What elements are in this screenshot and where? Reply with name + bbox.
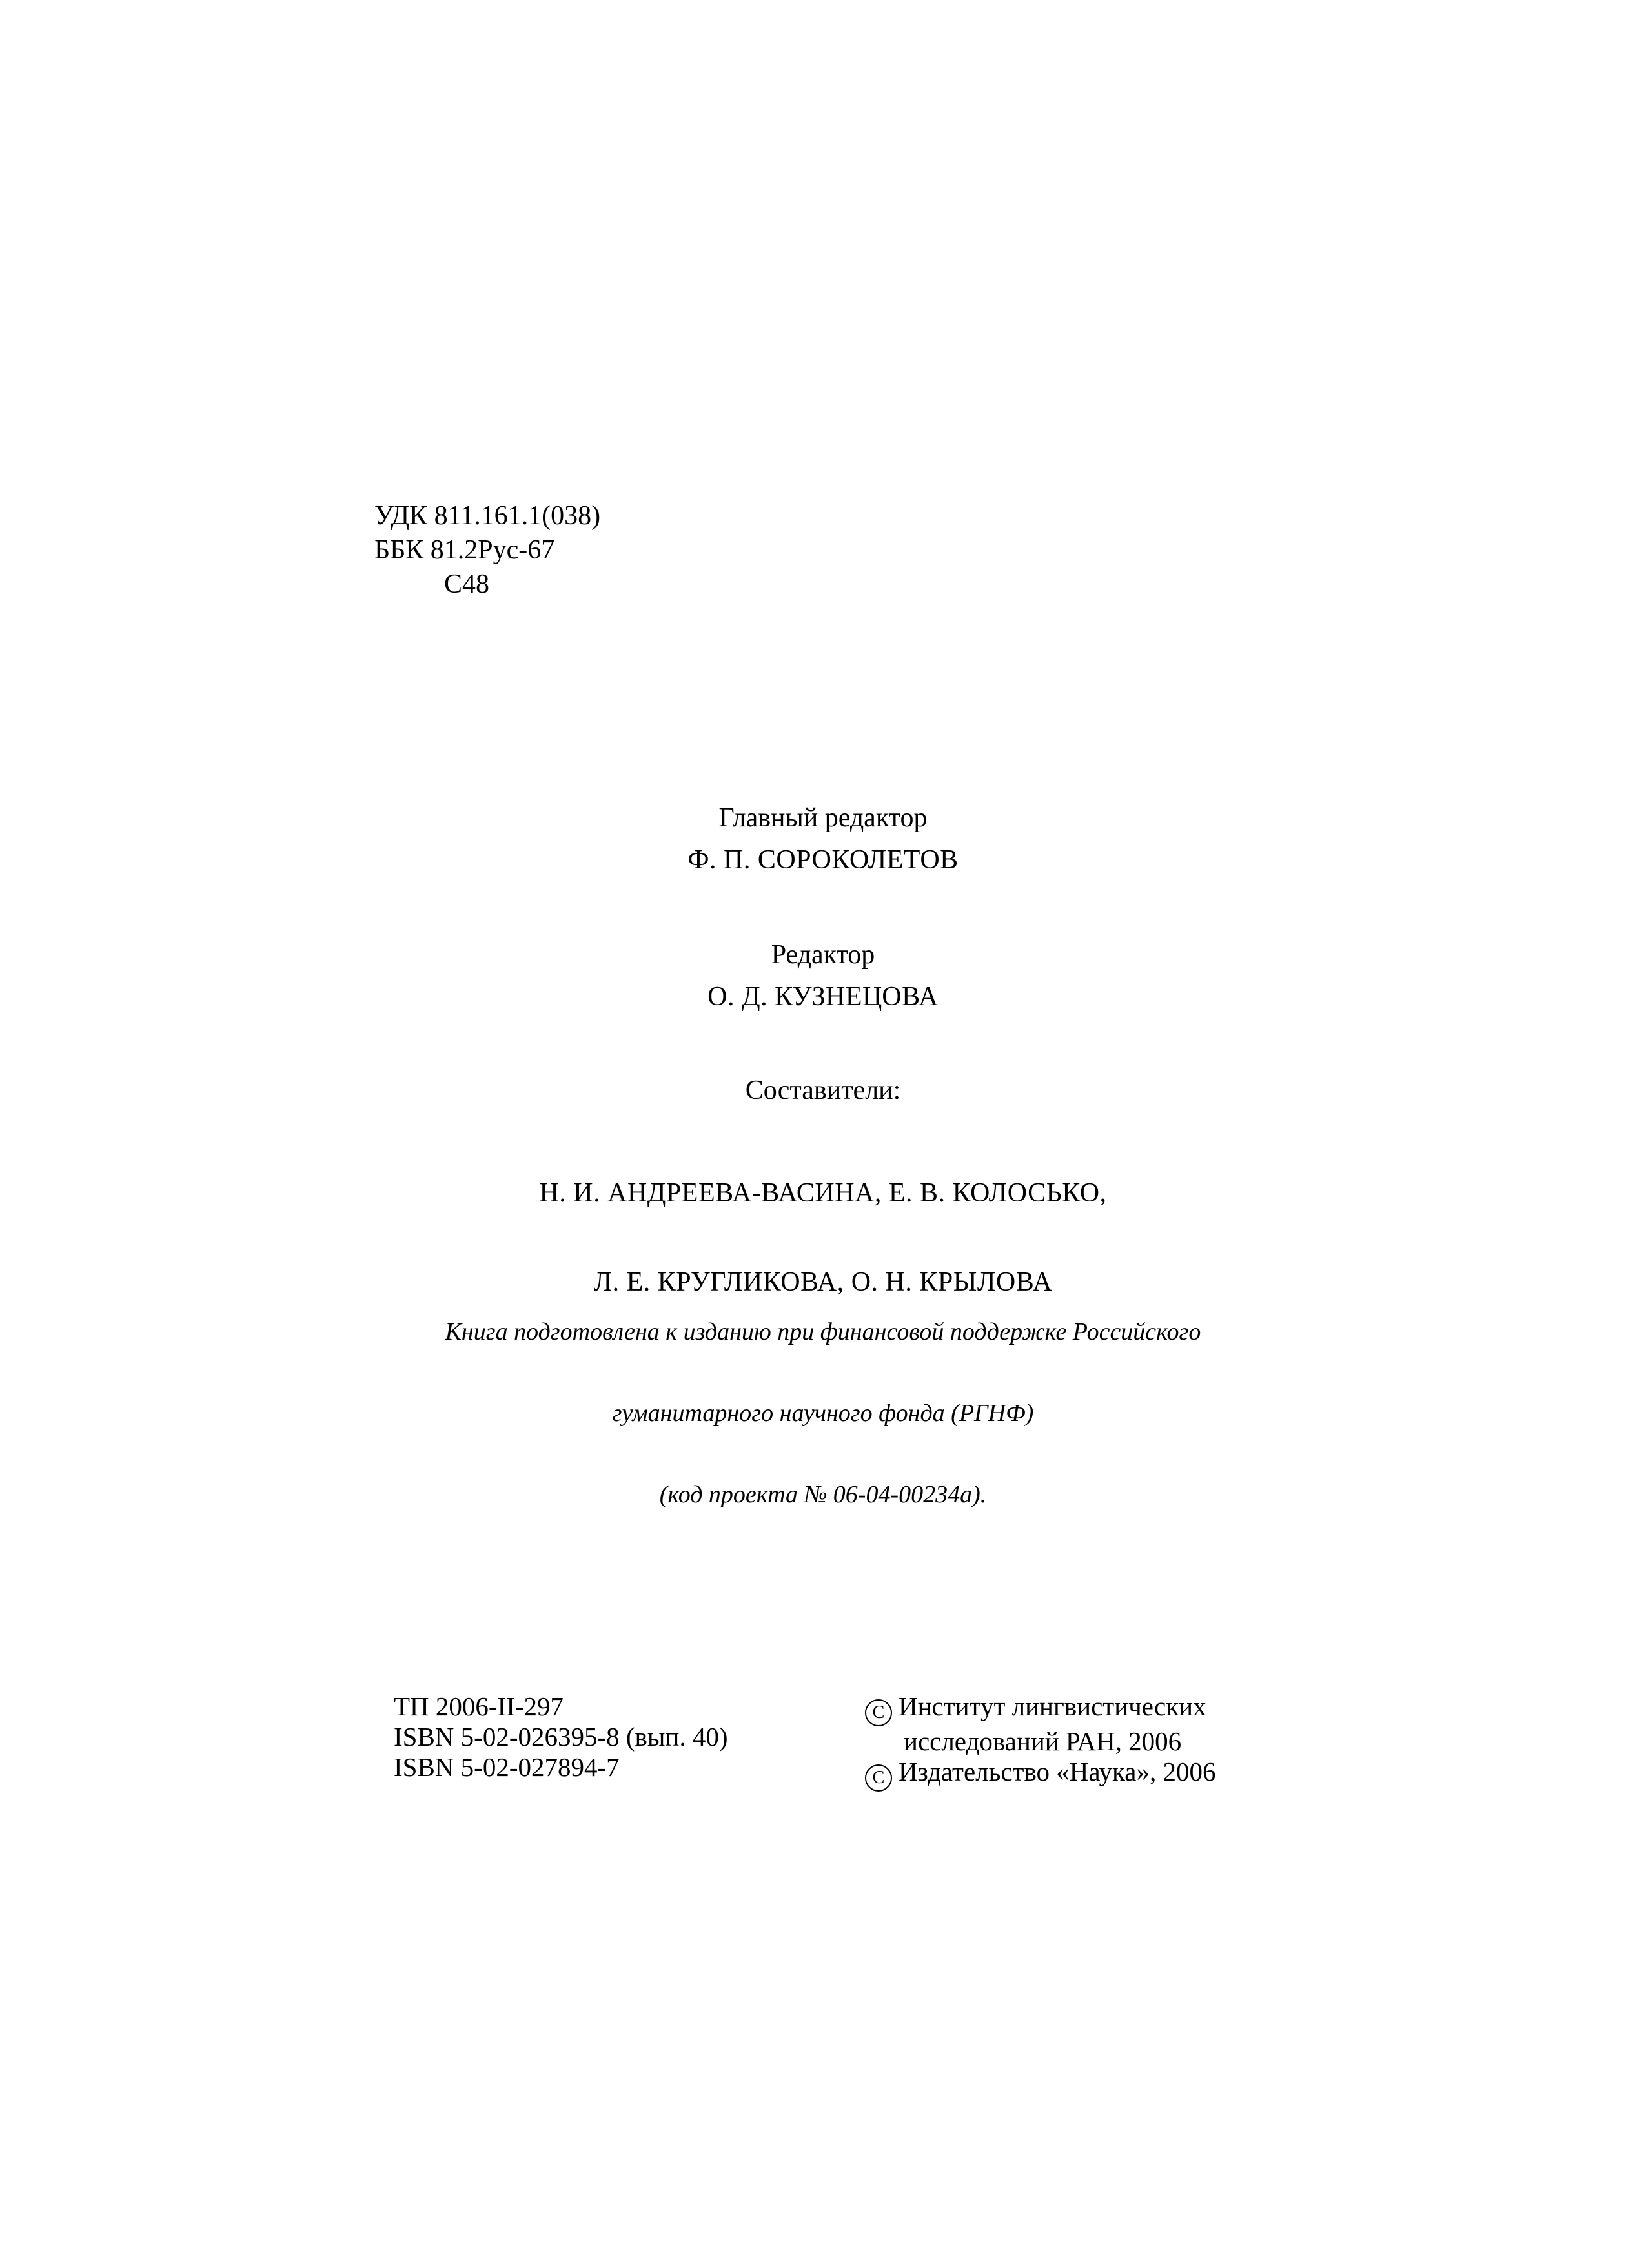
copyright-publisher [865, 1757, 1216, 1792]
compilers-line-2: Л. Е. КРУГЛИКОВА, О. Н. КРЫЛОВА [593, 1267, 1053, 1297]
chief-editor-role: Главный редактор [718, 803, 928, 833]
isbn-volume: ISBN 5-02-026395-8 (вып. 40) [394, 1722, 728, 1752]
funding-line-2: гуманитарного научного фонда (РГНФ) [612, 1400, 1034, 1427]
chief-editor-name: Ф. П. СОРОКОЛЕТОВ [687, 845, 959, 875]
tp-code: ТП 2006-II-297 [394, 1691, 564, 1721]
imprint-codes [394, 1691, 728, 1783]
copyright-publisher-text: Издательство «Наука», 2006 [899, 1757, 1216, 1786]
compilers-line-1: Н. И. АНДРЕЕВА-ВАСИНА, Е. В. КОЛОСЬКО, [539, 1178, 1107, 1208]
editor-name: О. Д. КУЗНЕЦОВА [707, 982, 939, 1012]
copyright-icon: C [865, 1764, 892, 1792]
copyright-institute [865, 1691, 1216, 1726]
udk-code: УДК 811.161.1(038) [374, 501, 601, 531]
funding-line-1: Книга подготовлена к изданию при финансовой поддержке Российского [445, 1318, 1201, 1345]
funding-note [0, 1264, 1646, 1535]
copyright-institute-line-2: исследований РАН, 2006 [904, 1726, 1182, 1756]
compilers-role: Составители: [745, 1076, 901, 1105]
editor-role: Редактор [771, 940, 875, 970]
author-mark: С48 [444, 569, 490, 599]
isbn-series: ISBN 5-02-027894-7 [394, 1752, 620, 1782]
bbk-code: ББК 81.2Рус-67 [374, 535, 555, 565]
copyright-block [865, 1691, 1216, 1792]
copyright-icon: C [865, 1699, 892, 1726]
copyright-institute-line-1: Институт лингвистических [899, 1691, 1206, 1721]
classification-block [374, 499, 600, 602]
funding-line-3: (код проекта № 06-04-00234а). [659, 1481, 987, 1508]
